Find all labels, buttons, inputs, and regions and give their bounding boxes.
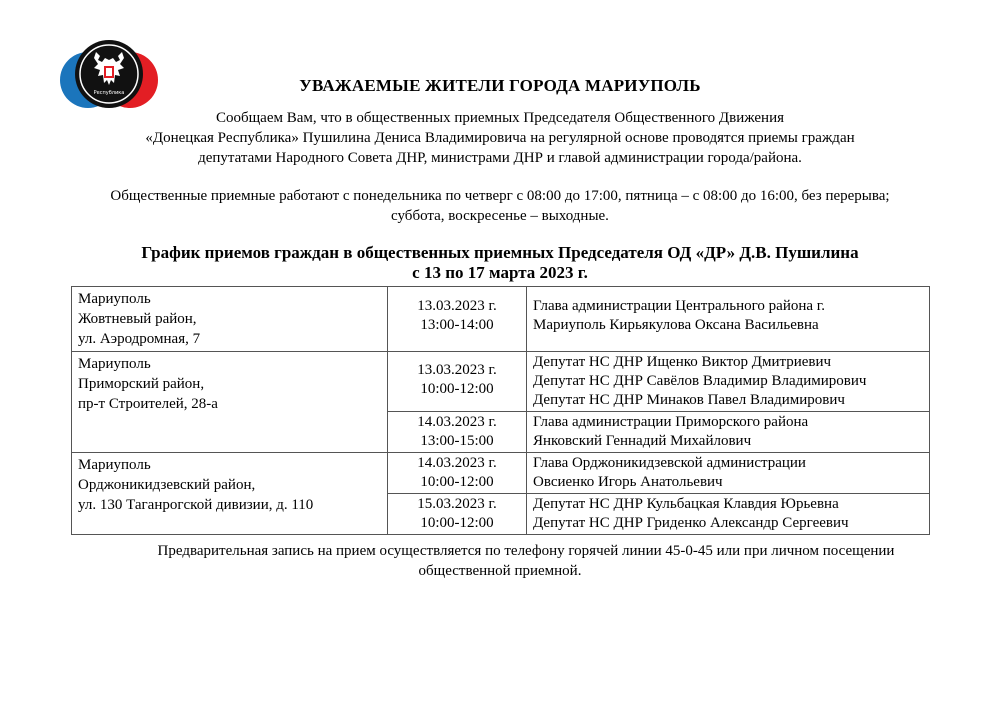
logo-text: Республика <box>93 90 125 96</box>
table-row <box>72 287 930 352</box>
official-cell <box>527 494 930 535</box>
location-line: пр-т Строителей, 28-а <box>78 396 218 412</box>
session-time: 10:00-12:00 <box>420 515 494 531</box>
hours-line: Общественные приемные работают с понедельника по четверг с 08:00 до 17:00, пятница – с 08:00 до 16:00, без перерыва; <box>110 188 890 204</box>
official-cell <box>527 352 930 412</box>
intro-line: депутатами Народного Совета ДНР, министрами ДНР и главой администрации города/района. <box>198 150 802 166</box>
official-cell <box>527 412 930 453</box>
dr-emblem-logo <box>58 30 162 120</box>
session-time: 10:00-12:00 <box>420 381 494 397</box>
official-line: Глава администрации Центрального района г. <box>533 298 825 314</box>
footer-line <box>60 541 940 561</box>
table-row <box>72 453 930 494</box>
session-date: 14.03.2023 г. <box>417 414 497 430</box>
footer-line: общественной приемной. <box>418 563 582 579</box>
official-line: Депутат НС ДНР Савёлов Владимир Владимирович <box>533 373 867 389</box>
datetime-cell <box>388 494 527 535</box>
location-line: ул. 130 Таганрогской дивизии, д. 110 <box>78 497 314 513</box>
working-hours-paragraph <box>40 186 960 226</box>
table-row <box>72 352 930 412</box>
location-line: Мариуполь <box>78 291 151 307</box>
session-time: 13:00-14:00 <box>420 317 494 333</box>
official-line: Глава Орджоникидзевской администрации <box>533 455 806 471</box>
footer-text: Предварительная запись на прием осуществляется по телефону горячей линии 45-0-45 или при личном посещении <box>157 543 895 559</box>
page-title: УВАЖАЕМЫЕ ЖИТЕЛИ ГОРОДА МАРИУПОЛЬ <box>299 76 701 95</box>
datetime-cell <box>388 352 527 412</box>
location-cell <box>72 453 388 535</box>
official-cell <box>527 453 930 494</box>
session-date: 14.03.2023 г. <box>417 455 497 471</box>
location-line: Орджоникидзевский район, <box>78 477 256 493</box>
session-time: 10:00-12:00 <box>420 474 494 490</box>
schedule-title-line: с 13 по 17 марта 2023 г. <box>412 263 588 282</box>
official-line: Овсиенко Игорь Анатольевич <box>533 474 723 490</box>
datetime-cell <box>388 453 527 494</box>
official-line: Депутат НС ДНР Гриденко Александр Сергеевич <box>533 515 849 531</box>
official-cell <box>527 287 930 352</box>
location-line: Мариуполь <box>78 457 151 473</box>
session-date: 13.03.2023 г. <box>417 362 497 378</box>
official-line: Депутат НС ДНР Минаков Павел Владимирович <box>533 392 845 408</box>
official-line: Мариуполь Кирьякулова Оксана Васильевна <box>533 317 819 333</box>
location-line: Приморский район, <box>78 376 205 392</box>
session-date: 13.03.2023 г. <box>417 298 497 314</box>
official-line: Депутат НС ДНР Ищенко Виктор Дмитриевич <box>533 354 832 370</box>
official-line: Глава администрации Приморского района <box>533 414 809 430</box>
intro-line: «Донецкая Республика» Пушилина Дениса Владимировича на регулярной основе проводятся приемы граждан <box>145 130 855 146</box>
location-cell <box>72 287 388 352</box>
official-line: Янковский Геннадий Михайлович <box>533 433 752 449</box>
intro-paragraph <box>60 108 940 168</box>
session-time: 13:00-15:00 <box>420 433 494 449</box>
location-line: Мариуполь <box>78 356 151 372</box>
location-line: Жовтневый район, <box>78 311 197 327</box>
schedule-title-line: График приемов граждан в общественных приемных Председателя ОД «ДР» Д.В. Пушилина <box>141 243 859 262</box>
schedule-table <box>71 286 930 535</box>
footer-note <box>60 541 940 581</box>
official-line: Депутат НС ДНР Кульбацкая Клавдия Юрьевна <box>533 496 839 512</box>
intro-line: Сообщаем Вам, что в общественных приемных Председателя Общественного Движения <box>216 110 784 126</box>
hours-line: суббота, воскресенье – выходные. <box>391 208 609 224</box>
location-line: ул. Аэродромная, 7 <box>78 331 201 347</box>
datetime-cell <box>388 412 527 453</box>
datetime-cell <box>388 287 527 352</box>
schedule-title <box>0 243 1000 283</box>
session-date: 15.03.2023 г. <box>417 496 497 512</box>
location-cell <box>72 352 388 453</box>
